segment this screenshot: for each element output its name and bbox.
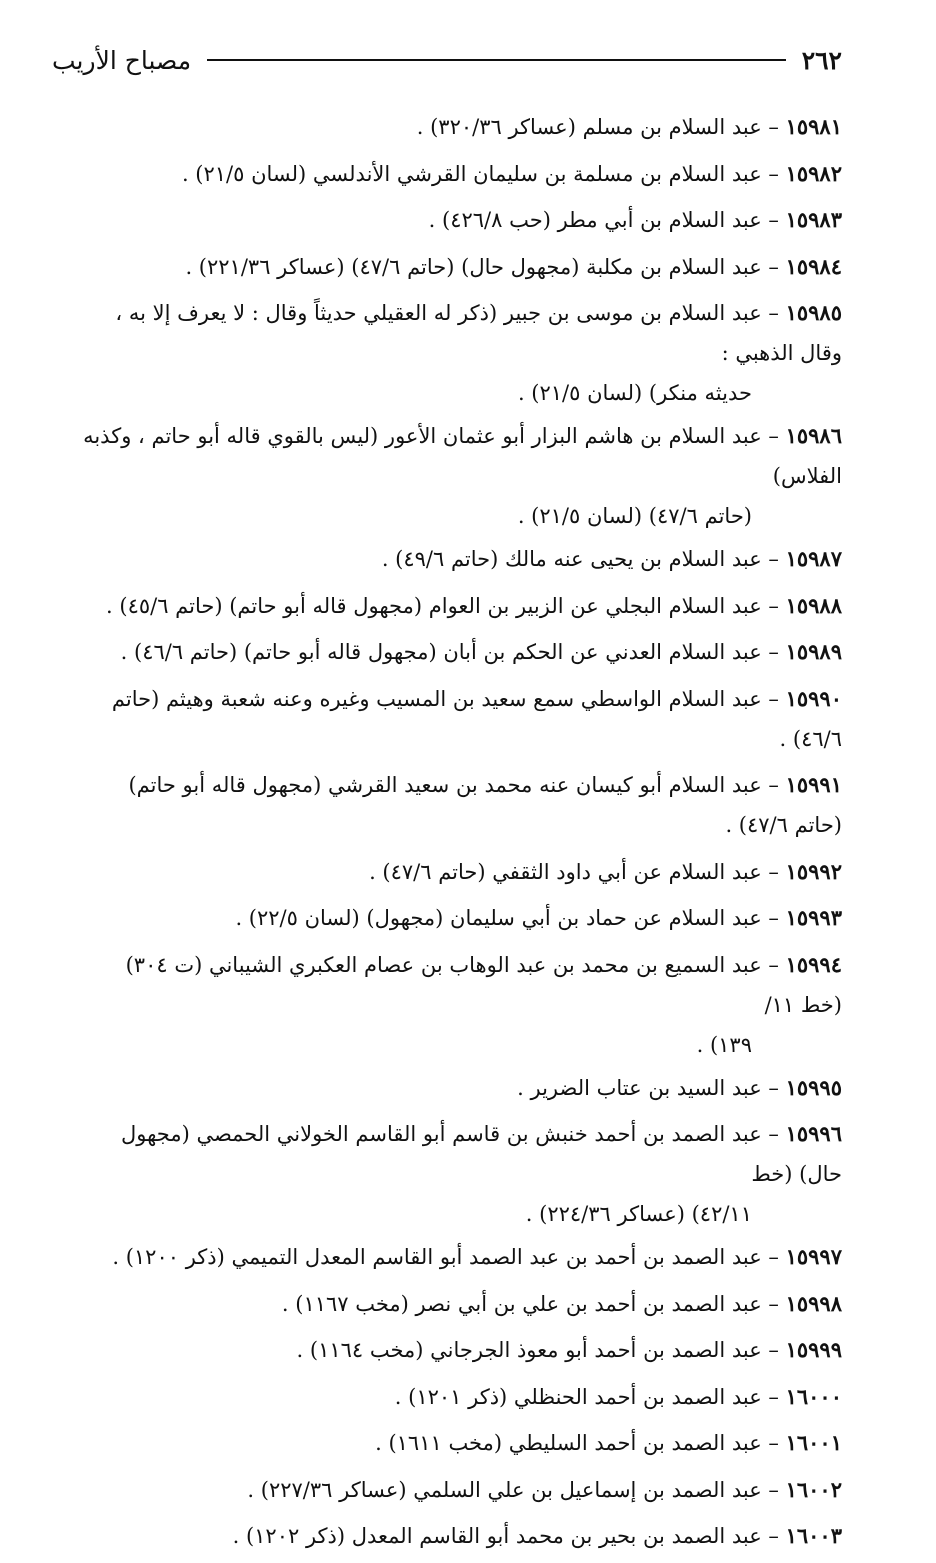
entry xyxy=(78,765,842,845)
entry xyxy=(78,852,842,892)
entry xyxy=(78,539,842,579)
entry xyxy=(78,1068,842,1108)
entries-list xyxy=(78,107,842,1563)
entry xyxy=(78,416,842,536)
entry-number: ١٦٠٠٣ xyxy=(785,1523,842,1548)
entry-text: – عبد السلام بن مسلمة بن سليمان القرشي الأندلسي (لسان ٢١/٥) . xyxy=(181,161,786,186)
entry-text: – عبد السلام البجلي عن الزبير بن العوام (مجهول قاله أبو حاتم) (حاتم ٤٥/٦) . xyxy=(106,593,786,618)
header-rule xyxy=(207,59,786,61)
entry-number: ١٥٩٩٨ xyxy=(785,1290,842,1316)
entry-continuation: (حاتم ٤٧/٦) (لسان ٢١/٥) . xyxy=(517,504,752,528)
entry-text: – عبد السلام الواسطي سمع سعيد بن المسيب وغيره وعنه شعبة وهيثم (حاتم ٤٦/٦) . xyxy=(111,686,842,751)
entry-number: ١٥٩٩٩ xyxy=(785,1337,842,1362)
entry-text: – عبد السلام بن هاشم البزار أبو عثمان الأعور (ليس بالقوي قاله أبو حاتم ، وكذبه الفلاس) xyxy=(83,424,842,488)
entry xyxy=(78,1470,842,1510)
entry-text: – عبد الصمد بن أحمد السليطي (مخب ١٦١١) . xyxy=(375,1431,786,1455)
entry-number: ١٥٩٨٣ xyxy=(785,207,842,232)
entry-continuation: حديثه منكر) (لسان ٢١/٥) . xyxy=(517,381,752,405)
entry-text: – عبد السميع بن محمد بن عبد الوهاب بن عصام العكبري الشيباني (ت ٣٠٤) (خط ١١/ xyxy=(125,952,842,1017)
entry-text: – عبد السلام بن مكلبة (مجهول حال) (حاتم ٤٧/٦) (عساكر ٢٢١/٣٦) . xyxy=(185,254,786,279)
page-number: ٢٦٢ xyxy=(801,45,842,75)
entry-text: – عبد الصمد بن أحمد الحنظلي (ذكر ١٢٠١) . xyxy=(394,1384,786,1409)
entry-number: ١٥٩٨٥ xyxy=(785,300,842,325)
entry xyxy=(78,293,842,413)
entry-number: ١٥٩٨١ xyxy=(785,114,842,139)
entry xyxy=(78,107,842,147)
entry-number: ١٥٩٩٥ xyxy=(785,1074,842,1100)
entry-number: ١٥٩٩٦ xyxy=(785,1121,842,1146)
entry xyxy=(78,1114,842,1234)
entry-continuation: ١٣٩) . xyxy=(696,1032,752,1057)
entry xyxy=(78,679,842,759)
entry-number: ١٥٩٩٤ xyxy=(785,951,842,977)
entry xyxy=(78,586,842,626)
entry-number: ١٥٩٨٦ xyxy=(785,423,842,448)
entry-number: ١٥٩٩٧ xyxy=(785,1244,842,1269)
entry xyxy=(78,1284,842,1324)
entry-number: ١٥٩٩٠ xyxy=(785,685,842,711)
entry-text: – عبد الصمد بن أحمد خنبش بن قاسم أبو القاسم الخولاني الحمصي (مجهول حال) (خط xyxy=(120,1122,842,1186)
entry xyxy=(78,1377,842,1417)
entry-number: ١٥٩٨٨ xyxy=(785,592,842,618)
entry xyxy=(78,1423,842,1463)
entry-text: – عبد السلام بن يحيى عنه مالك (حاتم ٤٩/٦) . xyxy=(381,547,786,571)
entry-text: – عبد السيد بن عتاب الضرير . xyxy=(517,1075,786,1100)
entry-number: ١٦٠٠٢ xyxy=(785,1476,842,1502)
entry-text: – عبد السلام عن حماد بن أبي سليمان (مجهول) (لسان ٢٢/٥) . xyxy=(235,906,786,930)
entry xyxy=(78,898,842,938)
entry-number: ١٥٩٨٤ xyxy=(785,253,842,279)
entry-number: ١٥٩٩١ xyxy=(785,772,842,797)
entry-text: – عبد الصمد بن أحمد بن علي بن أبي نصر (مخب ١١٦٧) . xyxy=(281,1291,786,1316)
entry xyxy=(78,200,842,240)
entry xyxy=(78,1330,842,1370)
entry-text: – عبد السلام بن أبي مطر (حب ٤٢٦/٨) . xyxy=(428,208,786,232)
entry-number: ١٥٩٨٩ xyxy=(785,639,842,664)
entry-text: – عبد الصمد بن إسماعيل بن علي السلمي (عساكر ٢٢٧/٣٦) . xyxy=(247,1477,786,1502)
entry-number: ١٥٩٨٧ xyxy=(785,546,842,571)
entry-text: – عبد السلام أبو كيسان عنه محمد بن سعيد القرشي (مجهول قاله أبو حاتم) (حاتم ٤٧/٦) . xyxy=(128,773,842,837)
entry-number: ١٦٠٠٠ xyxy=(785,1383,842,1409)
entry-text: – عبد السلام بن مسلم (عساكر ٣٢٠/٣٦) . xyxy=(416,115,786,139)
entry-number: ١٥٩٨٢ xyxy=(785,160,842,186)
entry xyxy=(78,154,842,194)
entry-number: ١٦٠٠١ xyxy=(785,1430,842,1455)
entry-text: – عبد الصمد بن أحمد أبو معوذ الجرجاني (مخب ١١٦٤) . xyxy=(296,1338,786,1362)
entry xyxy=(78,632,842,672)
entry-text: – عبد السلام عن أبي داود الثقفي (حاتم ٤٧/٦) . xyxy=(369,859,786,884)
entry-text: – عبد الصمد بن أحمد بن عبد الصمد أبو القاسم المعدل التميمي (ذكر ١٢٠٠) . xyxy=(112,1245,786,1269)
entry-number: ١٥٩٩٢ xyxy=(785,858,842,884)
entry xyxy=(78,247,842,287)
entry-text: – عبد الصمد بن بحير بن محمد أبو القاسم المعدل (ذكر ١٢٠٢) . xyxy=(232,1524,786,1548)
entry xyxy=(78,945,842,1065)
entry-number: ١٥٩٩٣ xyxy=(785,905,842,930)
book-title: مصباح الأريب xyxy=(52,45,192,75)
entry xyxy=(78,1237,842,1277)
entry-text: – عبد السلام العدني عن الحكم بن أبان (مجهول قاله أبو حاتم) (حاتم ٤٦/٦) . xyxy=(120,640,786,664)
entry-continuation: ٤٢/١١) (عساكر ٢٢٤/٣٦) . xyxy=(525,1202,752,1226)
page-header xyxy=(52,40,842,80)
entry xyxy=(78,1516,842,1556)
entry-text: – عبد السلام بن موسى بن جبير (ذكر له العقيلي حديثاً وقال : لا يعرف إلا به ، وقال الذهبي : xyxy=(115,301,842,365)
